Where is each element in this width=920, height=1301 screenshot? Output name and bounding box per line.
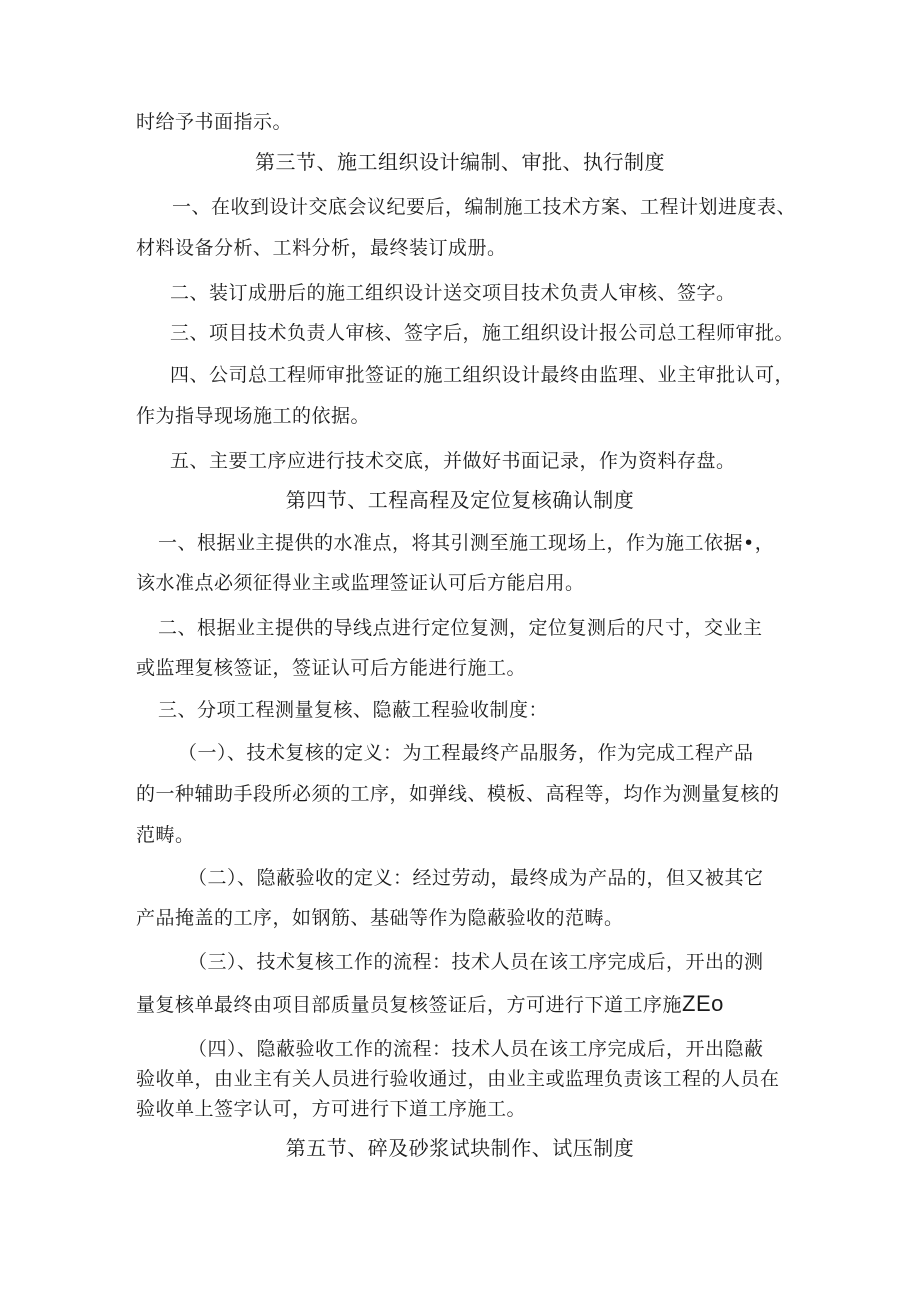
paragraph-line: 一、在收到设计交底会议纪要后，编制施工技术方案、工程计划进度表、 [172, 196, 797, 218]
paragraph-line: 三、分项工程测量复核、隐蔽工程验收制度： [158, 699, 549, 721]
paragraph-line: 的一种辅助手段所必须的工序，如弹线、模板、高程等，均作为测量复核的 [136, 783, 780, 805]
paragraph-line: 产品掩盖的工序，如钢筋、基础等作为隐蔽验收的范畴。 [136, 907, 624, 929]
paragraph-line: 一、根据业主提供的水准点，将其引测至施工现场上，作为施工依据•， [158, 532, 775, 554]
paragraph-line: 二、根据业主提供的导线点进行定位复测，定位复测后的尺寸，交业主 [158, 617, 763, 639]
paragraph-line: 验收单，由业主有关人员进行验收通过，由业主或监理负责该工程的人员在 [136, 1068, 780, 1090]
section-heading: 第五节、碎及砂浆试块制作、试压制度 [285, 1136, 635, 1160]
paragraph-line: 五、主要工序应进行技术交底，并做好书面记录，作为资料存盘。 [170, 450, 736, 472]
paragraph-line: 三、项目技术负责人审核、签字后，施工组织设计报公司总工程师审批。 [170, 322, 795, 344]
section-heading: 第三节、施工组织设计编制、审批、执行制度 [255, 150, 665, 174]
paragraph-line: 四、公司总工程师审批签证的施工组织设计最终由监理、业主审批认可， [170, 364, 795, 386]
paragraph-line: 材料设备分析、工料分析，最终装订成册。 [136, 237, 507, 259]
paragraph-line [136, 992, 724, 1017]
paragraph-line: （二）、隐蔽验收的定义：经过劳动，最终成为产品的，但又被其它 [188, 867, 764, 889]
paragraph-line: 该水准点必须征得业主或监理签证认可后方能启用。 [136, 572, 585, 594]
ocr-artifact-text: ZEo [682, 991, 724, 1016]
paragraph-line: （三）、技术复核工作的流程：技术人员在该工序完成后，开出的测 [188, 951, 764, 973]
paragraph-line: 作为指导现场施工的依据。 [136, 405, 371, 427]
paragraph-line: 验收单上签字认可，方可进行下道工序施工。 [136, 1098, 527, 1120]
paragraph-line: （四）、隐蔽验收工作的流程：技术人员在该工序完成后，开出隐蔽 [188, 1038, 764, 1060]
paragraph-text: 量复核单最终由项目部质量员复核签证后，方可进行下道工序施 [136, 994, 683, 1016]
paragraph-line: 或监理复核签证，签证认可后方能进行施工。 [136, 657, 527, 679]
paragraph-line: 范畴。 [136, 824, 195, 846]
section-heading: 第四节、工程高程及定位复核确认制度 [285, 488, 635, 512]
paragraph-line: 时给予书面指示。 [136, 111, 293, 133]
paragraph-line: （一）、技术复核的定义：为工程最终产品服务，作为完成工程产品 [178, 742, 754, 764]
paragraph-line: 二、装订成册后的施工组织设计送交项目技术负责人审核、签字。 [170, 282, 736, 304]
